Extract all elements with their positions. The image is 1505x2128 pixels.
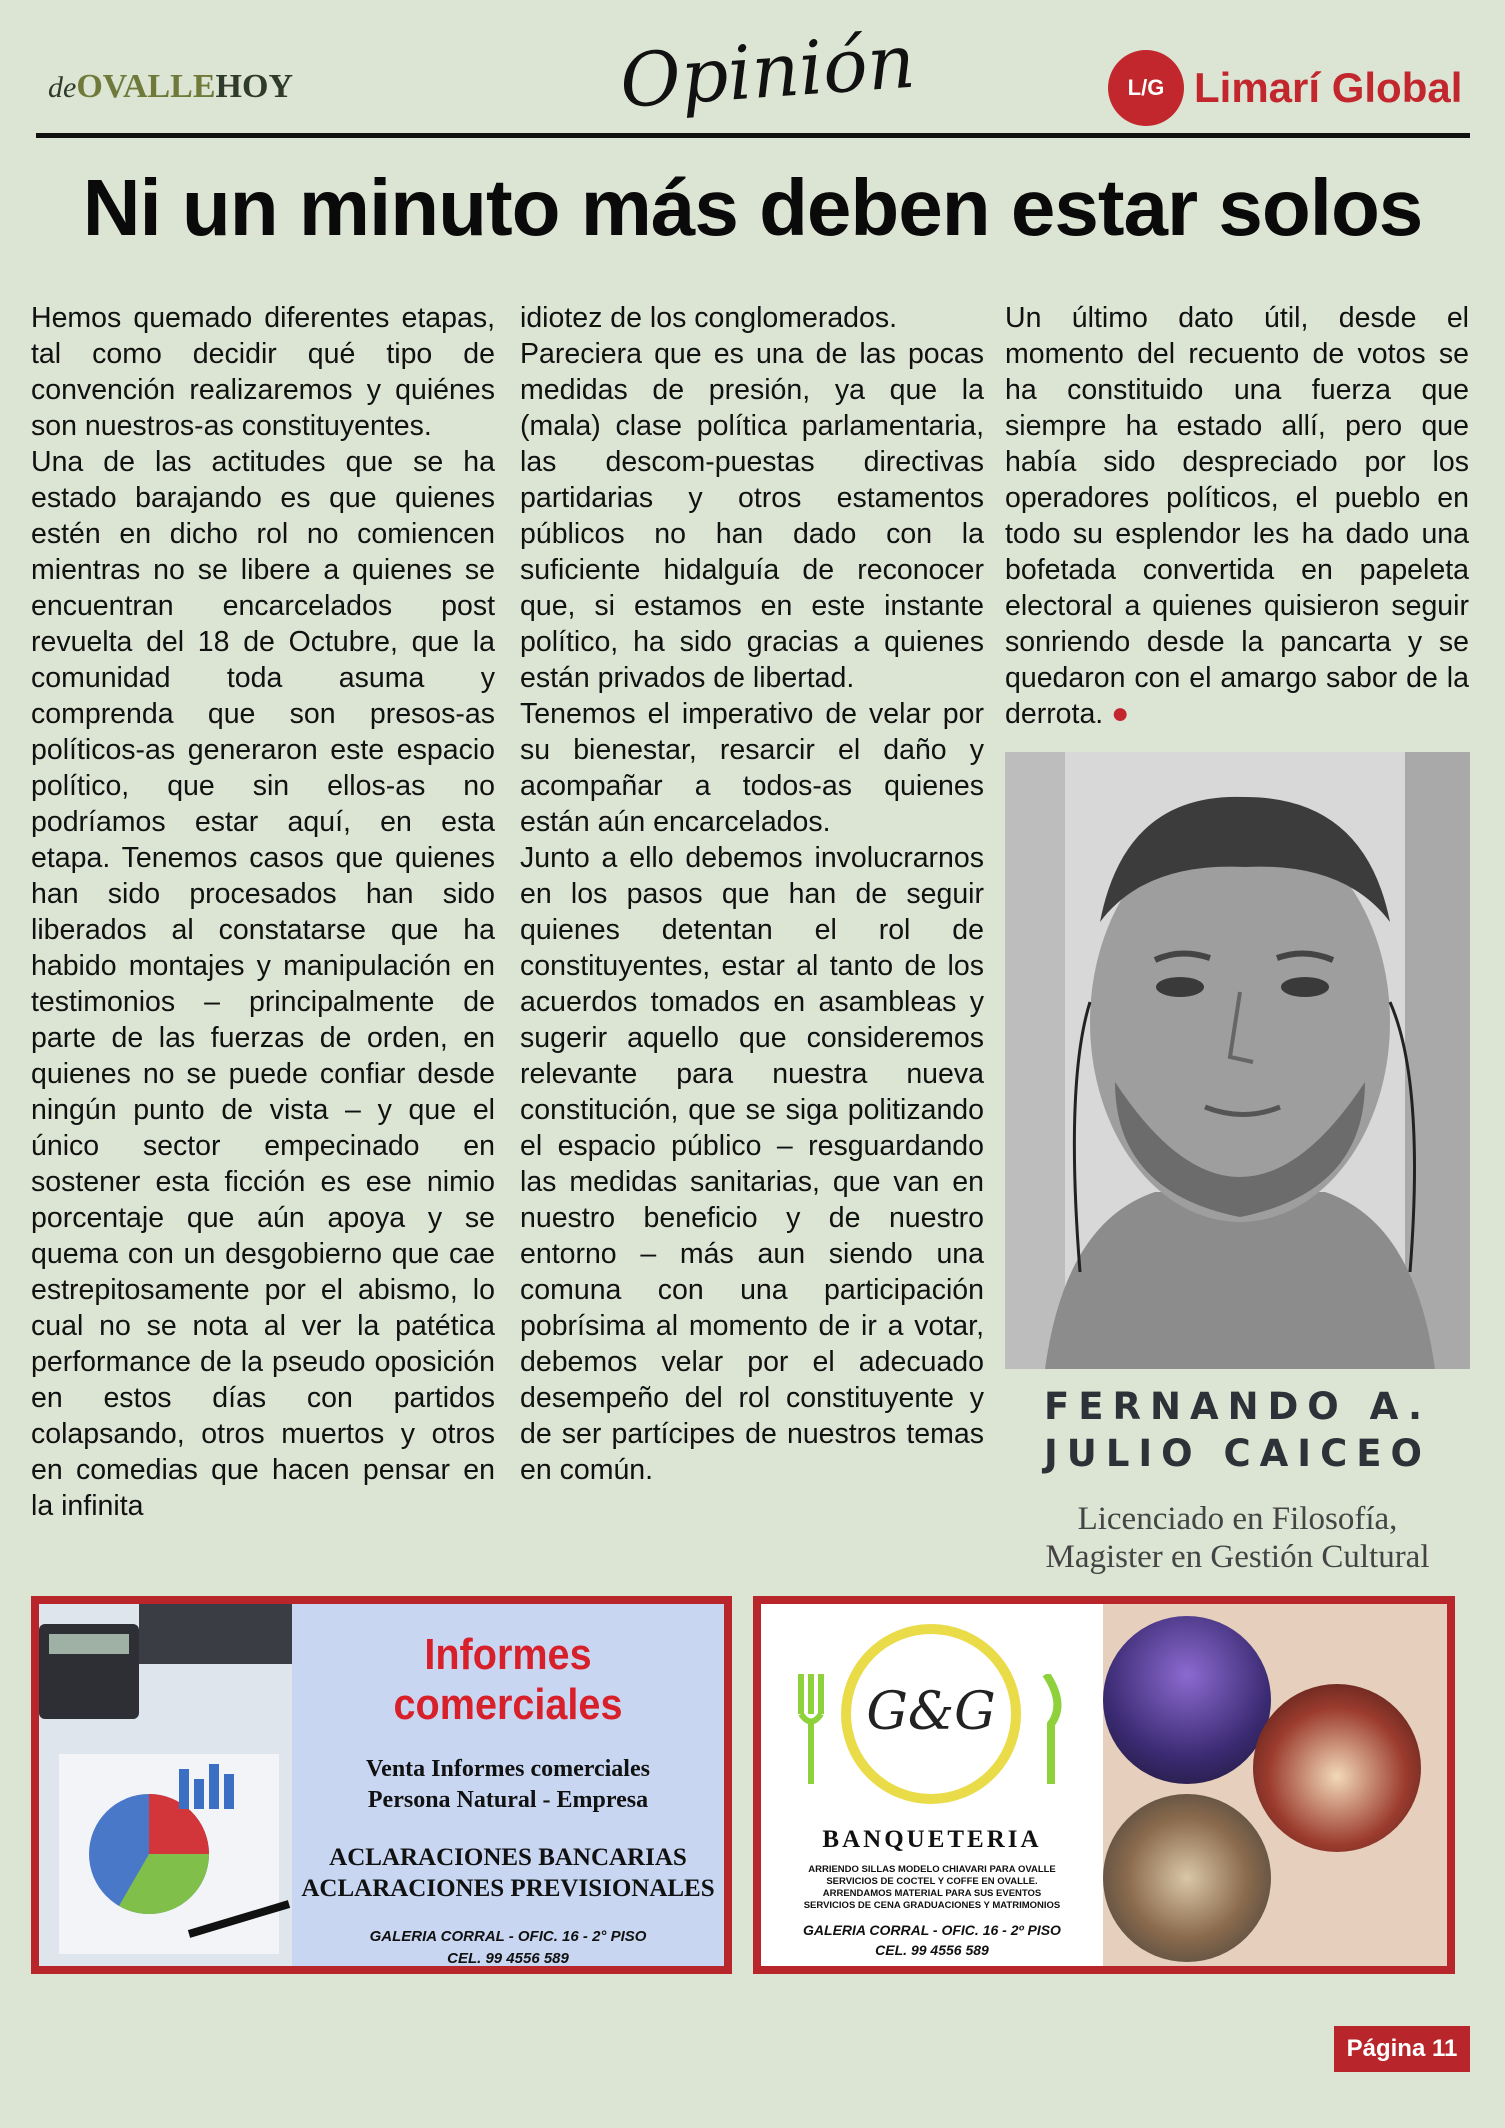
ad-banqueteria[interactable] (753, 1596, 1455, 1974)
end-mark-icon: ● (1111, 697, 1130, 730)
article-column-3 (1005, 300, 1469, 732)
paragraph: Junto a ello debemos involucrarnos en los pasos que han de seguir quienes detentan el rol de constituyentes, estar al tanto de los acuerdos tomados en asambleas y sugerir aquello que consideremos relevante para nuestra nueva constitución, que se siga politizando el espacio público – resguardando las medidas sanitarias, que van en nuestro beneficio y de nuestro entorno – más aun siendo una comuna con una participación pobrísima al momento de ir a votar, debemos velar por el adecuado desempeño del rol constituyente y de ser partícipes de nuestros temas en común. (520, 842, 984, 1486)
ad-banqueteria-contact: GALERIA CORRAL - OFIC. 16 - 2º PISO CEL. 99 4556 589 (803, 1922, 1061, 1958)
event-table-photo (1103, 1616, 1271, 1784)
paragraph: idiotez de los conglomerados. (520, 302, 898, 334)
limari-global-name: Limarí Global (1194, 64, 1463, 111)
ad-informes-text (292, 1604, 724, 1966)
author-credentials: Licenciado en Filosofía, Magister en Gestión Cultural (1045, 1501, 1430, 1575)
ad-informes-contact: GALERIA CORRAL - OFIC. 16 - 2° PISO CEL. 99 4556 589 (369, 1928, 647, 1967)
paragraph: Hemos quemado diferentes etapas, tal como decidir qué tipo de convención realizaremos y quiénes son nuestros-as constituyentes. (31, 302, 495, 442)
ad-banqueteria-title: BANQUETERIA (822, 1826, 1042, 1853)
appetizer-spoons-photo (1103, 1794, 1271, 1962)
ad-banqueteria-text (761, 1604, 1103, 1966)
wedding-cake-photo (1253, 1684, 1421, 1852)
article-column-1 (31, 300, 495, 1596)
article-headline: Ni un minuto más deben estar solos (82, 163, 1423, 252)
diario-ovalle-hoy-logo: deOVALLEHOY (48, 68, 293, 105)
gg-logo: G&G (866, 1682, 996, 1742)
paragraph: Una de las actitudes que se ha estado barajando es que quienes estén en dicho rol no comiencen mientras no se libere a quienes se encuentran encarcelados post revuelta del 18 de Octubre, que la comunidad toda asuma y comprenda que son presos-as políticos-as generaron este espacio político, que sin ellos-as no podríamos estar aquí, en esta etapa. Tenemos casos que quienes han sido procesados han sido liberados al constatarse que ha habido montajes y manipulación en testimonios – principalmente de parte de las fuerzas de orden, en quienes no se puede confiar desde ningún punto de vista – y que el único sector empecinado en sostener esta ficción es ese nimio porcentaje que aún apoya y se quema con un desgobierno que cae estrepitosamente por el abismo, lo cual no se nota al ver la patética performance de la pseudo oposición en estos días con partidos colapsando, otros muertos y otros en comedias que hacen pensar en la infinita (31, 446, 495, 1522)
ad-informes-aclaraciones: ACLARACIONES BANCARIAS ACLARACIONES PREVISIONALES (301, 1844, 715, 1902)
author-name: FERNANDO A. JULIO CAICEO (1043, 1385, 1432, 1475)
calculator-chart-image (39, 1604, 292, 1966)
ad-informes-services: Venta Informes comerciales Persona Natural - Empresa (366, 1756, 650, 1813)
page-number: Página 11 (1334, 2026, 1470, 2072)
paragraph: Pareciera que es una de las pocas medidas de presión, ya que la (mala) clase política parlamentaria, las descom-puestas directivas partidarias y otros estamentos públicos no han dado con la suficiente hidalguía de reconocer que, si estamos en este instante político, ha sido gracias a quienes están privados de libertad. (520, 338, 984, 694)
ad-informes-title: Informes comerciales (393, 1630, 623, 1729)
ad-banqueteria-photos (1103, 1604, 1447, 1966)
ad-banqueteria-services: ARRIENDO SILLAS MODELO CHIAVARI PARA OVALLE SERVICIOS DE COCTEL Y COFFE EN OVALLE. ARRENDAMOS MATERIAL PARA SUS EVENTOS SERVICIOS DE CENA GRADUACIONES Y MATRIMONIOS (803, 1864, 1061, 1911)
lg-badge-icon: L/G (1108, 50, 1184, 126)
author-portrait-image (1005, 752, 1470, 1369)
paragraph: Tenemos el imperativo de velar por su bienestar, resarcir el daño y acompañar a todos-as quienes están aún encarcelados. (520, 698, 984, 838)
ad-informes-comerciales[interactable] (31, 1596, 732, 1974)
limari-global-logo (1108, 50, 1462, 126)
section-title: Opinión (617, 18, 918, 125)
article-column-2 (520, 300, 984, 1488)
header-rule (36, 133, 1470, 138)
masthead (0, 0, 1505, 150)
paragraph: Un último dato útil, desde el momento del recuento de votos se ha constituido una fuerza que siempre ha estado allí, pero que había sido despreciado por los operadores políticos, el pueblo en todo su esplendor les ha dado una bofetada convertida en papeleta electoral a quienes quisieron seguir sonriendo desde la pancarta y se quedaron con el amargo sabor de la derrota. ● (1005, 302, 1469, 730)
author-photo (1005, 752, 1470, 1369)
